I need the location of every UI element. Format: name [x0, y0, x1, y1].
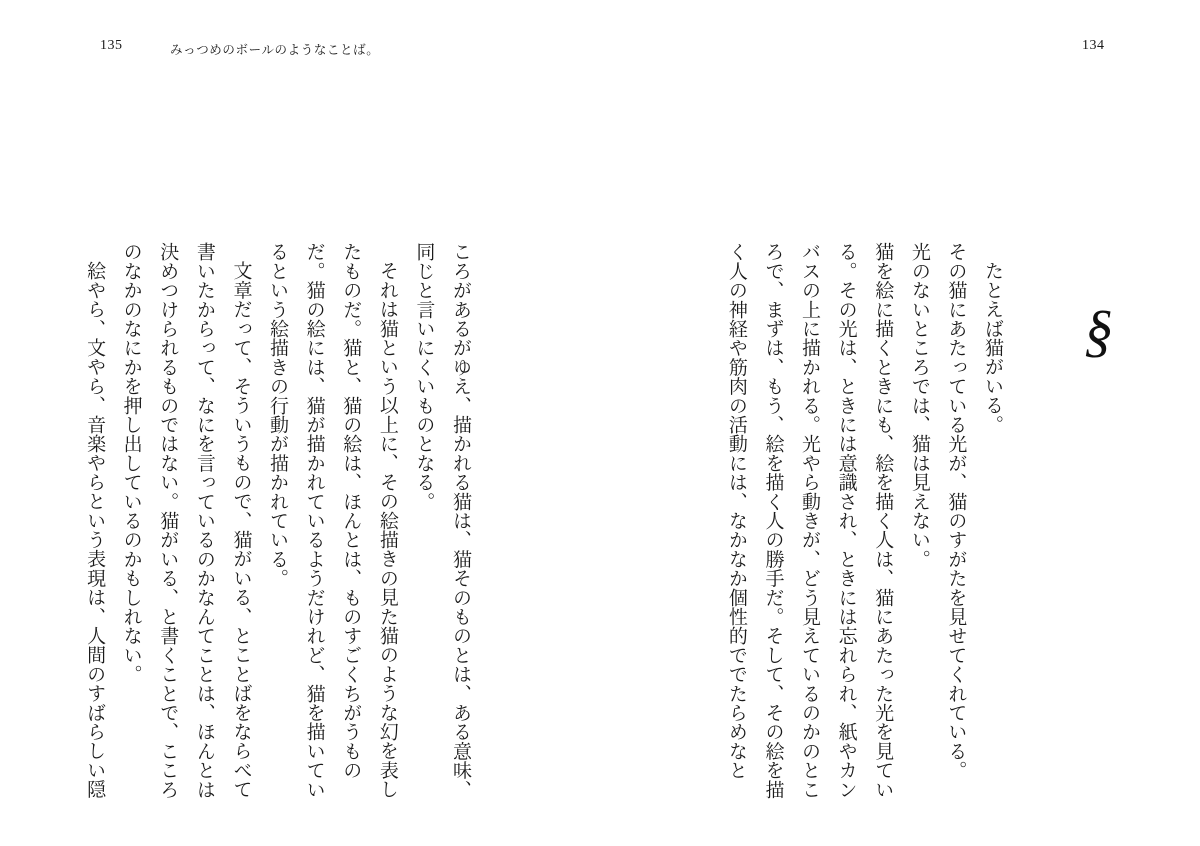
paragraph: 猫を絵に描くときにも、絵を描く人は、猫にあたった光を見ている。その光は、ときには意識され、ときには忘れられ、紙やカンバスの上に描かれる。光やら動きが、どう見えているのかのところで、まずは、もう、絵を描く人の勝手だ。そして、その絵を描く人の神経や筋肉の活動には、なかなか個性的ででたらめなと: [725, 242, 894, 799]
paragraph: 光のないところでは、猫は見えない。: [908, 242, 930, 569]
paragraph: 文章だって、そういうもので、猫がいる、とことばをならべて書いたからって、なにを言っているのかなんてことは、ほんとは決めつけられるものではない。猫がいる、と書くことで、こころのなかのなにかを押し出しているのかもしれない。: [120, 242, 252, 799]
left-page-text: [75, 242, 478, 800]
section-mark-icon: §: [1084, 298, 1113, 363]
page-number-right: 134: [1082, 38, 1105, 53]
paragraph: たとえば猫がいる。: [982, 261, 1003, 434]
running-title: みっつめのボールのようなことば。: [170, 43, 380, 57]
paragraph: 絵やら、文やら、音楽やらという表現は、人間のすばらしい隠: [84, 261, 106, 799]
right-page-text: [717, 242, 1010, 800]
paragraph: それは猫という以上に、その絵描きの見た猫のような幻を表したものだ。猫と、猫の絵は、ほんとは、ものすごくちがうものだ。猫の絵には、猫が描かれているようだけれど、猫を描いているという絵描きの行動が描かれている。: [267, 242, 398, 799]
paragraph: ころがあるがゆえ、描かれる猫は、猫そのものとは、ある意味、同じと言いにくいものとなる。: [413, 242, 471, 799]
page-number-left: 135: [100, 38, 123, 53]
paragraph: その猫にあたっている光が、猫のすがたを見せてくれている。: [945, 242, 967, 780]
